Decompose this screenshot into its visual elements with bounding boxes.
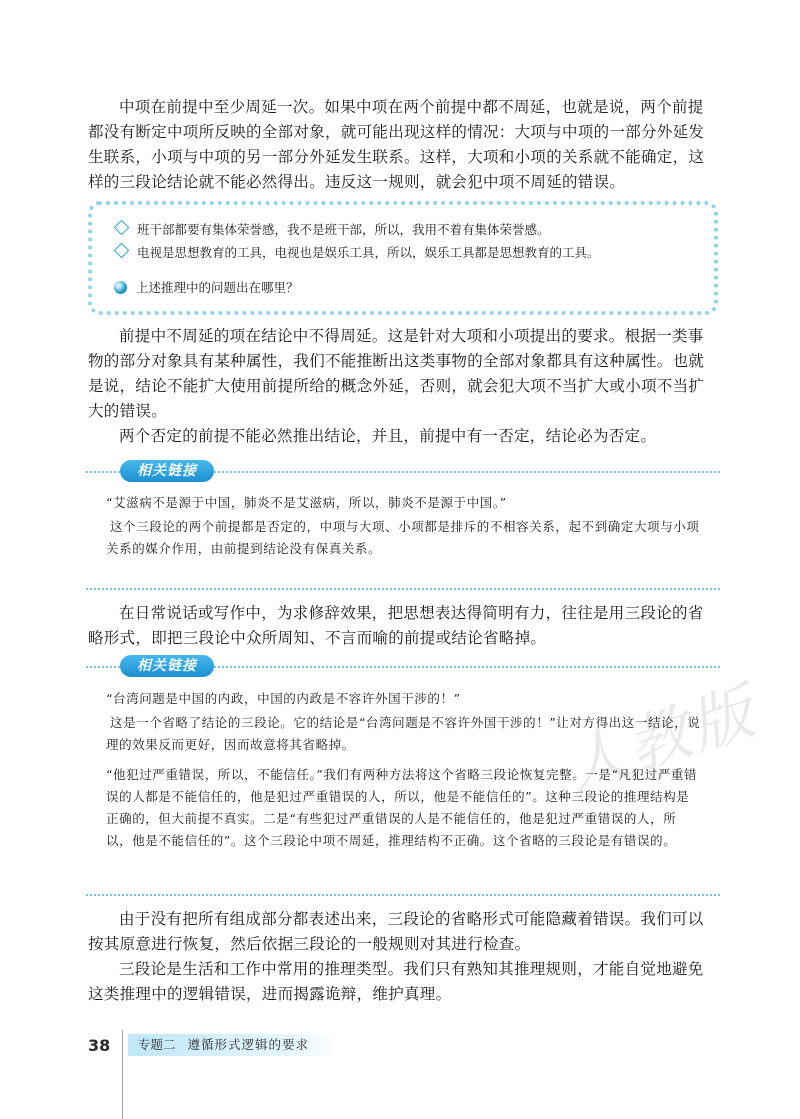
paragraph-middle-term: 中项在前提中至少周延一次。如果中项在两个前提中都不周延，也就是说，两个前提都没有断定中项所反映的全部对象，就可能出现这样的情况：大项与中项的一部分外延发生联系，小项与中项的另一部分外延发生联系。这样，大项和小项的关系就不能确定，这样的三段论结论就不能必然得出。违反这一规则，就会犯中项不周延的错误。 [88,98,705,191]
think-question-text: 上述推理中的问题出在哪里？ [136,280,299,295]
link2-text2: “他犯过严重错误，所以，不能信任。”我们有两种方法将这个省略三段论恢复完整。一是“凡犯过严重错误的人都是不能信任的，他是犯过严重错误的人，所以，他是不能信任的”。这种三段论的推理结构是正确的，但大前提不真实。二是“有些犯过严重错误的人是不能信任的，他是犯过严重错误的人，所以，他是不能信任的”。这个三段论中项不周延，推理结构不正确。这个省略的三段论是有错误的。 [106,767,698,848]
diamond-icon [114,243,130,259]
think-box [88,201,718,315]
margin-rule [122,1030,123,1119]
paragraph-negative-premises: 两个否定的前提不能必然推出结论，并且，前提中有一否定，结论必为否定。 [119,427,657,445]
think-item [114,244,600,262]
related-link-tab: 相关链接 [120,655,214,677]
running-footer [128,1034,338,1056]
link1-quote: “艾滋病不是源于中国，肺炎不是艾滋病，所以，肺炎不是源于中国。” [106,495,507,510]
paragraph-undistributed-term: 前提中不周延的项在结论中不得周延。这是针对大项和小项提出的要求。根据一类事物的部分对象具有某种属性，我们不能推断出这类事物的全部对象都具有这种属性。也就是说，结论不能扩大使用前提所给的概念外延，否则，就会犯大项不当扩大或小项不当扩大的错误。 [88,327,705,420]
page-number: 38 [88,1036,111,1055]
think-item [114,221,550,239]
paragraph-hidden-errors: 由于没有把所有组成部分都表述出来，三段论的省略形式可能隐藏着错误。我们可以按其原意进行恢复，然后依据三段论的一般规则对其进行检查。 [88,910,704,953]
paragraph-conclusion: 三段论是生活和工作中常用的推理类型。我们只有熟知其推理规则，才能自觉地避免这类推理中的逻辑错误，进而揭露诡辩，维护真理。 [88,960,704,1003]
link2-text1: 这是一个省略了结论的三段论。它的结论是“台湾问题是不容许外国干涉的！”让对方得出这一结论，说理的效果反而更好，因而故意将其省略掉。 [106,715,701,752]
paragraph-omitted-form: 在日常说话或写作中，为求修辞效果，把思想表达得简明有力，往往是用三段论的省略形式，即把三段论中众所周知、不言而喻的前提或结论省略掉。 [88,604,704,647]
bullet-ball-icon [114,281,127,294]
publisher-watermark: 人教版 [555,673,766,805]
related-link-tab: 相关链接 [120,460,214,482]
think-item-text: 电视是思想教育的工具，电视也是娱乐工具，所以，娱乐工具都是思想教育的工具。 [137,245,600,260]
think-item-text: 班干部都要有集体荣誉感，我不是班干部，所以，我用不着有集体荣誉感。 [137,222,550,237]
footer-topic: 专题二 [138,1037,176,1052]
link1-text: 这个三段论的两个前提都是否定的，中项与大项、小项都是排斥的不相容关系，起不到确定大项与小项关系的媒介作用，由前提到结论没有保真关系。 [106,519,700,556]
section-divider [86,894,720,896]
diamond-icon [114,220,130,236]
link2-quote: “台湾问题是中国的内政，中国的内政是不容许外国干涉的！” [106,691,461,706]
footer-title: 遵循形式逻辑的要求 [187,1037,310,1052]
think-question [114,279,299,297]
section-divider [86,588,720,590]
